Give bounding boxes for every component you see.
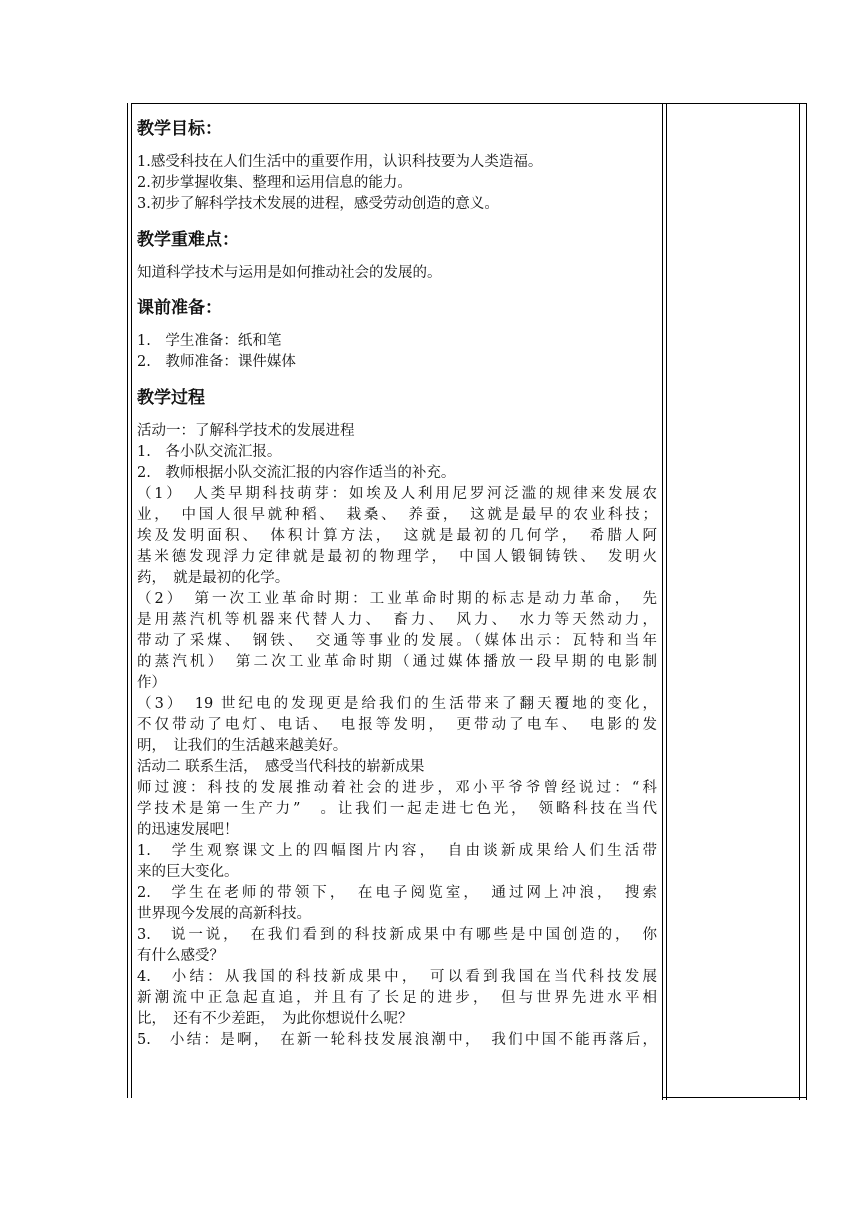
process-line: 的蒸汽机） 第二次工业革命时期（通过媒体播放一段早期的电影制 — [137, 654, 657, 670]
process-line: （1） 人类早期科技萌芽：如埃及人利用尼罗河泛滥的规律来发展农 — [137, 486, 657, 502]
preparation-heading: 课前准备： — [137, 298, 222, 318]
key-points-text — [137, 263, 657, 284]
column-divider — [662, 103, 663, 1100]
process-line: 2. 教师根据小队交流汇报的内容作适当的补充。 — [137, 465, 456, 481]
table-border-right — [806, 103, 807, 1100]
goal-item: 2.初步掌握收集、整理和运用信息的能力。 — [137, 175, 412, 191]
goal-item: 3.初步了解科学技术发展的进程，感受劳动创造的意义。 — [137, 196, 499, 212]
process-line: 是用蒸汽机等机器来代替人力、 畜力、 风力、 水力等天然动力， — [137, 612, 657, 628]
process-line: 活动一：了解科学技术的发展进程 — [137, 423, 355, 439]
preparation-list — [137, 331, 657, 373]
process-line: 新潮流中正急起直追，并且有了长足的进步， 但与世界先进水平相 — [137, 990, 657, 1006]
process-line: 不仅带动了电灯、电话、 电报等发明， 更带动了电车、 电影的发 — [137, 717, 657, 733]
process-line: （2） 第一次工业革命时期：工业革命时期的标志是动力革命， 先 — [137, 591, 657, 607]
goals-list — [137, 152, 657, 215]
process-line: 活动二 联系生活， 感受当代科技的崭新成果 — [137, 759, 425, 775]
process-line: 4. 小结：从我国的科技新成果中， 可以看到我国在当代科技发展 — [137, 969, 657, 985]
process-line: 师过渡：科技的发展推动着社会的进步，邓小平爷爷曾经说过：“科 — [137, 780, 657, 796]
process-line: 1. 学生观察课文上的四幅图片内容， 自由谈新成果给人们生活带 — [137, 843, 657, 859]
process-line: 业， 中国人很早就种稻、 栽桑、 养蚕， 这就是最早的农业科技； — [137, 507, 657, 523]
goal-item: 1.感受科技在人们生活中的重要作用，认识科技要为人类造福。 — [137, 154, 543, 170]
process-line: 带动了采煤、 钢铁、 交通等事业的发展。（媒体出示：瓦特和当年 — [137, 633, 657, 649]
process-line: 比， 还有不少差距， 为此你想说什么呢？ — [137, 1011, 413, 1027]
process-line: 明， 让我们的生活越来越美好。 — [137, 738, 348, 754]
process-line: 埃及发明面积、 体积计算方法， 这就是最初的几何学， 希腊人阿 — [137, 528, 657, 544]
process-line: 3. 说一说， 在我们看到的科技新成果中有哪些是中国创造的， 你 — [137, 927, 657, 943]
process-line: 药， 就是最初的化学。 — [137, 570, 290, 586]
preparation-item: 2. 教师准备：课件媒体 — [137, 354, 296, 370]
key-points-line: 知道科学技术与运用是如何推动社会的发展的。 — [137, 265, 442, 281]
notes-column-bottom-border — [663, 1097, 807, 1098]
process-line: 的迅速发展吧！ — [137, 822, 239, 838]
process-line: 2. 学生在老师的带领下， 在电子阅览室， 通过网上冲浪， 搜索 — [137, 885, 657, 901]
goals-heading: 教学目标： — [137, 119, 222, 139]
column-divider-inner — [666, 103, 667, 1100]
process-line: 世界现今发展的高新科技。 — [137, 906, 311, 922]
process-heading: 教学过程 — [137, 388, 205, 408]
process-line: （3） 19 世纪电的发现更是给我们的生活带来了翻天覆地的变化， — [137, 696, 657, 712]
process-line: 有什么感受？ — [137, 948, 224, 964]
process-line: 学技术是第一生产力” 。让我们一起走进七色光， 领略科技在当代 — [137, 801, 657, 817]
process-line: 1. 各小队交流汇报。 — [137, 444, 282, 460]
process-line: 作） — [137, 675, 166, 691]
table-border-right-inner — [799, 103, 800, 1100]
preparation-item: 1. 学生准备：纸和笔 — [137, 333, 282, 349]
process-line: 5. 小结：是啊， 在新一轮科技发展浪潮中， 我们中国不能再落后， — [137, 1032, 657, 1048]
key-points-heading: 教学重难点： — [137, 230, 239, 250]
process-line: 基米德发现浮力定律就是最初的物理学， 中国人锻铜铸铁、 发明火 — [137, 549, 657, 565]
table-border-left-outer — [127, 103, 128, 1098]
process-line: 来的巨大变化。 — [137, 864, 239, 880]
process-body — [137, 421, 657, 1051]
